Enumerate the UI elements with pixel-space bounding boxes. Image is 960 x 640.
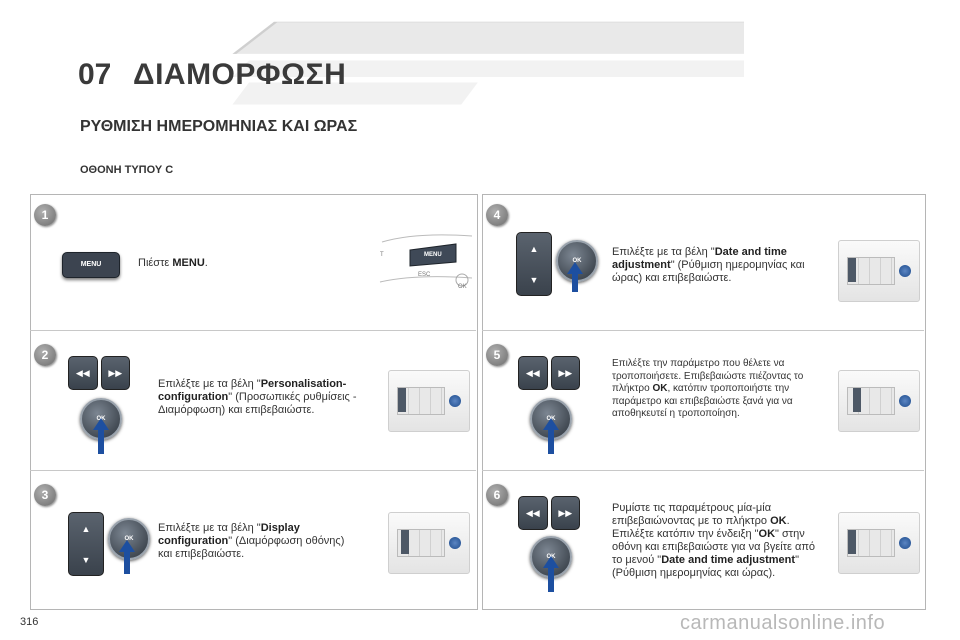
press-arrow-stem [572,274,578,292]
chapter-title: ΔΙΑΜΟΡΦΩΣΗ [133,58,347,91]
step-number-5: 5 [486,344,508,366]
press-arrow-stem [548,568,554,592]
step-6-text: Ρυμίστε τις παραμέτρους μία-μία επιβεβαιώνοντας με το πλήκτρο OK. Επιλέξτε κατόπιν την ένδειξη "OK" στην οθόνη και επιβεβαιώστε για να βγείτε από το μενού "Date and time adjustment" (Ρύθμιση ημερομηνίας και ώρας). [612,502,816,579]
step-3-text: Επιλέξτε με τα βέλη "Display configuration" (Διαμόρφωση οθόνης) και επιβεβαιώστε. [158,522,345,560]
down-arrow-icon: ▼ [81,554,91,565]
left-arrow-icon: ◀◀ [518,496,548,530]
step-number-4: 4 [486,204,508,226]
ok-knob-illustration: OK [530,398,572,440]
ok-knob-illustration: OK [108,518,150,560]
radio-t-label: T [380,252,384,258]
page-number: 316 [20,616,39,628]
radio-esc-label: ESC [418,272,431,278]
radio-panel-illustration [838,370,920,432]
section-title: ΡΥΘΜΙΣΗ ΗΜΕΡΟΜΗΝΙΑΣ ΚΑΙ ΩΡΑΣ [80,118,358,135]
up-arrow-icon: ▲ [529,243,539,254]
press-arrow-icon [93,418,109,430]
menu-button-illustration: MENU [62,252,120,278]
radio-panel-illustration [838,512,920,574]
step-number-3: 3 [34,484,56,506]
step-1-text: Πιέστε MENU. [138,257,208,269]
radio-panel-illustration [388,370,470,432]
radio-panel-illustration [376,222,472,294]
up-down-buttons-illustration [516,232,552,296]
ok-knob-illustration: OK [80,398,122,440]
step-2-text: Επιλέξτε με τα βέλη "Personalisation-configuration" (Προσωπικές ρυθμίσεις - Διαμόρφωση) και επιβεβαιώστε. [158,378,357,416]
press-arrow-stem [548,430,554,454]
step-number-2: 2 [34,344,56,366]
step-5-text: Επιλέξτε την παράμετρο που θέλετε να τροποποιήσετε. Επιβεβαιώστε πιέζοντας το πλήκτρο OK, κατόπιν τροποποιήστε την παράμετρο και επιβεβαιώστε ξανά για να αποθηκευτεί η τροποποίηση. [612,358,804,419]
arrow-buttons-illustration [68,356,130,390]
panel-divider [482,470,924,471]
left-arrow-icon: ◀◀ [518,356,548,390]
press-arrow-icon [543,418,559,430]
arrow-buttons-illustration [518,356,580,390]
press-arrow-icon [567,262,583,274]
ok-knob-illustration: OK [556,240,598,282]
step-number-1: 1 [34,204,56,226]
left-arrow-icon: ◀◀ [68,356,98,390]
step-4-text: Επιλέξτε με τα βέλη "Date and time adjustment" (Ρύθμιση ημερομηνίας και ώρας) και επιβεβαιώστε. [612,246,805,284]
ok-knob-illustration: OK [530,536,572,578]
radio-panel-illustration [388,512,470,574]
radio-panel-illustration [838,240,920,302]
down-arrow-icon: ▼ [529,274,539,285]
panel-divider [30,330,476,331]
press-arrow-icon [543,556,559,568]
right-arrow-icon: ▶▶ [101,356,131,390]
radio-menu-label: MENU [424,252,442,258]
press-arrow-icon [119,540,135,552]
press-arrow-stem [98,430,104,454]
right-arrow-icon: ▶▶ [551,496,581,530]
screen-type-subtitle: ΟΘΟΝΗ ΤΥΠΟΥ C [80,164,174,176]
panel-divider [30,470,476,471]
watermark: carmanualsonline.info [680,612,886,634]
header-band [0,0,960,110]
press-arrow-stem [124,552,130,574]
right-arrow-icon: ▶▶ [551,356,581,390]
up-arrow-icon: ▲ [81,523,91,534]
step-number-6: 6 [486,484,508,506]
panel-divider [482,330,924,331]
up-down-buttons-illustration [68,512,104,576]
radio-ok-label: OK [458,284,467,290]
chapter-number: 07 [78,58,112,91]
arrow-buttons-illustration [518,496,580,530]
